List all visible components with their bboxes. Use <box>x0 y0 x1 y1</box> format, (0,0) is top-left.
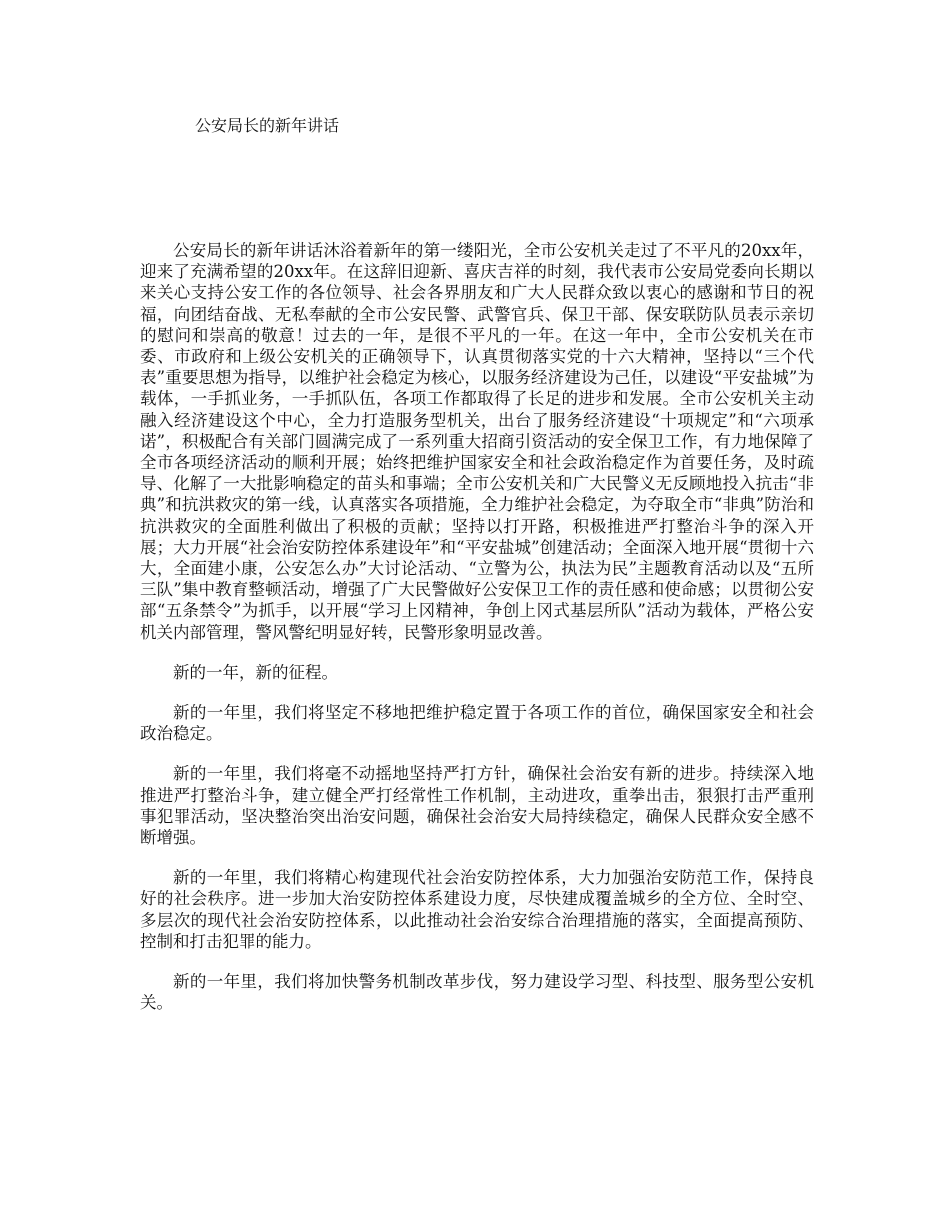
paragraph-reform: 新的一年里，我们将加快警务机制改革步伐，努力建设学习型、科技型、服务型公安机关。 <box>140 972 814 1013</box>
paragraph-intro: 公安局长的新年讲话沐浴着新年的第一缕阳光，全市公安机关走过了不平凡的20xx年，迎来了充满希望的20xx年。在这辞旧迎新、喜庆吉祥的时刻，我代表市公安局党委向长期以来关心支持公安工作的各位领导、社会各界朋友和广大人民群众致以衷心的感谢和节日的祝福，向团结奋战、无私奉献的全市公安民警、武警官兵、保卫干部、保安联防队员表示亲切的慰问和崇高的敬意！过去的一年，是很不平凡的一年。在这一年中，全市公安机关在市委、市政府和上级公安机关的正确领导下，认真贯彻落实党的十六大精神，坚持以“三个代表”重要思想为指导，以维护社会稳定为核心，以服务经济建设为己任，以建设“平安盐城”为载体，一手抓业务，一手抓队伍，各项工作都取得了长足的进步和发展。全市公安机关主动融入经济建设这个中心，全力打造服务型机关，出台了服务经济建设“十项规定”和“六项承诺”，积极配合有关部门圆满完成了一系列重大招商引资活动的安全保卫工作，有力地保障了全市各项经济活动的顺利开展；始终把维护国家安全和社会政治稳定作为首要任务，及时疏导、化解了一大批影响稳定的苗头和事端；全市公安机关和广大民警义无反顾地投入抗击“非典”和抗洪救灾的第一线，认真落实各项措施，全力维护社会稳定，为夺取全市“非典”防治和抗洪救灾的全面胜利做出了积极的贡献；坚持以打开路，积极推进严打整治斗争的深入开展；大力开展“社会治安防控体系建设年”和“平安盐城”创建活动；全面深入地开展“贯彻十六大，全面建小康，公安怎么办”大讨论活动、“立警为公，执法为民”主题教育活动以及“五所三队”集中教育整顿活动，增强了广大民警做好公安保卫工作的责任感和使命感；以贯彻公安部“五条禁令”为抓手，以开展“学习上冈精神，争创上冈式基层所队”活动为载体，严格公安机关内部管理，警风警纪明显好转，民警形象明显改善。 <box>140 241 814 642</box>
paragraph-prevention-system: 新的一年里，我们将精心构建现代社会治安防控体系，大力加强治安防范工作，保持良好的社会秩序。进一步加大治安防控体系建设力度，尽快建成覆盖城乡的全方位、全时空、多层次的现代社会治安防控体系，以此推动社会治安综合治理措施的落实，全面提高预防、控制和打击犯罪的能力。 <box>140 868 814 951</box>
document-title: 公安局长的新年讲话 <box>195 116 340 135</box>
paragraph-stability: 新的一年里，我们将坚定不移地把维护稳定置于各项工作的首位，确保国家安全和社会政治稳定。 <box>140 703 814 744</box>
paragraph-new-journey: 新的一年，新的征程。 <box>173 662 338 682</box>
document-body <box>140 240 814 1033</box>
paragraph-crackdown: 新的一年里，我们将毫不动摇地坚持严打方针，确保社会治安有新的进步。持续深入地推进严打整治斗争，建立健全严打经常性工作机制，主动进攻，重拳出击，狠狠打击严重刑事犯罪活动，坚决整治突出治安问题，确保社会治安大局持续稳定，确保人民群众安全感不断增强。 <box>140 764 814 848</box>
